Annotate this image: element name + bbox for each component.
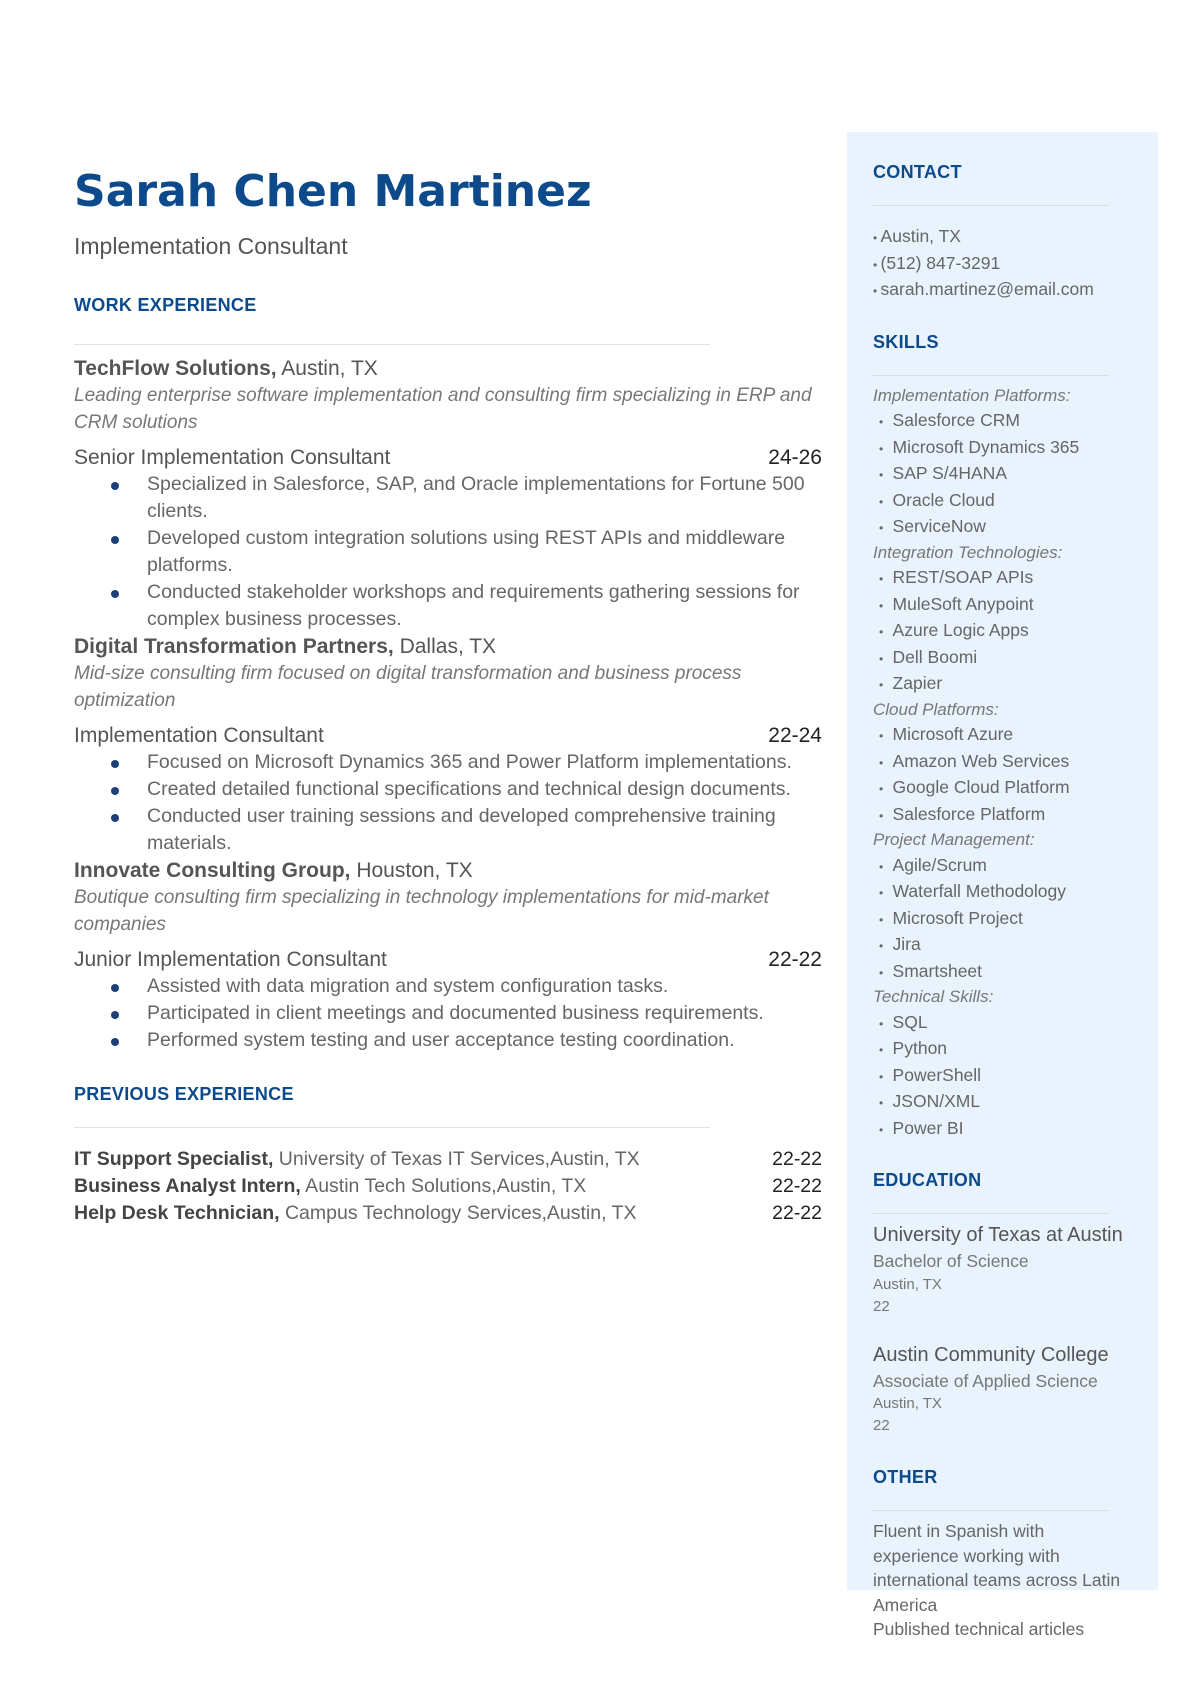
- company-description: Mid-size consulting firm focused on digital transformation and business process optimization: [74, 663, 742, 711]
- skill-item: • Power BI: [873, 1116, 1133, 1143]
- skill-item: • SAP S/4HANA: [873, 461, 1133, 488]
- skill-item: • Jira: [873, 932, 1133, 959]
- previous-role-org: Campus Technology Services,Austin, TX: [279, 1202, 637, 1224]
- skill-item: • Amazon Web Services: [873, 749, 1133, 776]
- role-title: Implementation Consultant: [74, 724, 324, 747]
- other-list: [873, 1519, 1133, 1642]
- education-list: [873, 1222, 1133, 1437]
- other-heading: OTHER: [873, 1467, 938, 1487]
- previous-role-row: [74, 1146, 822, 1173]
- contact-phone: • (512) 847-3291: [873, 251, 1133, 278]
- other-item: Fluent in Spanish with experience working with international teams across Latin America: [873, 1521, 1121, 1615]
- previous-role-row: [74, 1200, 822, 1227]
- section-divider: [873, 1213, 1109, 1214]
- role-date: 24-26: [768, 446, 822, 469]
- role-title: Senior Implementation Consultant: [74, 446, 391, 469]
- job-entry: [74, 857, 822, 1054]
- section-divider: [873, 375, 1109, 376]
- bullet-item: Participated in client meetings and documented business requirements.: [147, 1000, 822, 1027]
- education-degree: Bachelor of Science: [873, 1251, 1029, 1271]
- skill-item: • ServiceNow: [873, 514, 1133, 541]
- previous-experience-heading: PREVIOUS EXPERIENCE: [74, 1084, 294, 1104]
- education-entry: [873, 1342, 1133, 1438]
- work-experience-list: [74, 355, 822, 1054]
- candidate-name: Sarah Chen Martinez: [74, 166, 592, 217]
- job-bullets: [74, 973, 822, 1054]
- section-divider: [873, 1510, 1109, 1511]
- sidebar: [847, 132, 1158, 1639]
- bullet-item: Performed system testing and user acceptance testing coordination.: [147, 1027, 822, 1054]
- skill-item: • Salesforce Platform: [873, 802, 1133, 829]
- work-experience-heading: WORK EXPERIENCE: [74, 295, 257, 315]
- skill-item: • REST/SOAP APIs: [873, 565, 1133, 592]
- skill-item: • MuleSoft Anypoint: [873, 592, 1133, 619]
- previous-role-title: IT Support Specialist,: [74, 1148, 274, 1170]
- contact-location: • Austin, TX: [873, 224, 1133, 251]
- company-line: [74, 633, 822, 660]
- section-divider: [74, 1127, 710, 1128]
- company-line: [74, 857, 822, 884]
- education-location: Austin, TX: [873, 1275, 942, 1293]
- skill-item: • Salesforce CRM: [873, 408, 1133, 435]
- education-school: University of Texas at Austin: [873, 1224, 1123, 1246]
- company-location: Houston, TX: [350, 859, 473, 882]
- job-bullets: [74, 471, 822, 633]
- skills-heading: SKILLS: [873, 331, 939, 352]
- bullet-item: Assisted with data migration and system configuration tasks.: [147, 973, 822, 1000]
- company-line: [74, 355, 822, 382]
- role-title: Junior Implementation Consultant: [74, 948, 387, 971]
- bullet-item: Developed custom integration solutions using REST APIs and middleware platforms.: [147, 525, 822, 579]
- education-school: Austin Community College: [873, 1343, 1109, 1366]
- skill-item: • SQL: [873, 1010, 1133, 1037]
- role-date: 22-22: [768, 948, 822, 971]
- company-name: Digital Transformation Partners,: [74, 635, 394, 658]
- skill-category: Project Management:: [873, 830, 1035, 849]
- job-bullets: [74, 749, 822, 857]
- education-heading: EDUCATION: [873, 1170, 982, 1190]
- education-year: 22: [873, 1417, 890, 1434]
- role-row: [74, 722, 822, 749]
- candidate-title: Implementation Consultant: [74, 233, 348, 259]
- previous-role-date: 22-22: [772, 1202, 822, 1224]
- company-description: Boutique consulting firm specializing in technology implementations for mid-market companies: [74, 887, 769, 935]
- company-name: Innovate Consulting Group,: [74, 859, 351, 882]
- sidebar-content: [873, 132, 1133, 1642]
- role-row: [74, 946, 822, 973]
- job-entry: [74, 355, 822, 633]
- skill-category: Cloud Platforms:: [873, 699, 999, 719]
- education-year: 22: [873, 1297, 890, 1315]
- skill-item: • Microsoft Azure: [873, 722, 1133, 749]
- skill-item: • Agile/Scrum: [873, 853, 1133, 880]
- skill-item: • Google Cloud Platform: [873, 775, 1133, 802]
- section-divider: [74, 344, 710, 345]
- contact-heading: CONTACT: [873, 162, 962, 182]
- contact-list: [873, 224, 1133, 304]
- previous-role-date: 22-22: [772, 1175, 822, 1197]
- role-row: [74, 444, 822, 471]
- skill-item: • Dell Boomi: [873, 645, 1133, 672]
- previous-experience-list: [74, 1146, 822, 1227]
- skill-category: Technical Skills:: [873, 987, 994, 1006]
- previous-role-title: Help Desk Technician,: [74, 1202, 280, 1224]
- skill-category: Integration Technologies:: [873, 542, 1063, 562]
- company-name: TechFlow Solutions,: [74, 357, 277, 380]
- contact-email: • sarah.martinez@email.com: [873, 277, 1133, 304]
- education-location: Austin, TX: [873, 1395, 942, 1412]
- skill-item: • Smartsheet: [873, 959, 1133, 986]
- skill-item: • Microsoft Project: [873, 906, 1133, 933]
- education-entry: [873, 1222, 1133, 1318]
- previous-role-org: University of Texas IT Services,Austin, TX: [273, 1148, 640, 1170]
- previous-role-org: Austin Tech Solutions,Austin, TX: [300, 1175, 587, 1197]
- skill-item: • Oracle Cloud: [873, 488, 1133, 515]
- skill-category: Implementation Platforms:: [873, 385, 1071, 405]
- section-divider: [873, 205, 1109, 206]
- skill-item: • Python: [873, 1036, 1133, 1063]
- previous-role-row: [74, 1173, 822, 1200]
- previous-role-title: Business Analyst Intern,: [74, 1175, 301, 1197]
- company-location: Dallas, TX: [393, 635, 497, 658]
- other-item: Published technical articles: [873, 1619, 1085, 1639]
- skill-item: • Azure Logic Apps: [873, 618, 1133, 645]
- education-degree: Associate of Applied Science: [873, 1370, 1098, 1391]
- role-date: 22-24: [768, 724, 822, 747]
- bullet-item: Specialized in Salesforce, SAP, and Oracle implementations for Fortune 500 clients.: [147, 471, 822, 525]
- skill-item: • Microsoft Dynamics 365: [873, 435, 1133, 462]
- skill-item: • JSON/XML: [873, 1089, 1133, 1116]
- job-entry: [74, 633, 822, 857]
- bullet-item: Conducted stakeholder workshops and requirements gathering sessions for complex business processes.: [147, 579, 822, 633]
- bullet-item: Conducted user training sessions and developed comprehensive training materials.: [147, 803, 822, 857]
- skill-item: • Zapier: [873, 671, 1133, 698]
- skills-list: [873, 384, 1133, 1143]
- bullet-item: Focused on Microsoft Dynamics 365 and Power Platform implementations.: [147, 749, 822, 776]
- company-description: Leading enterprise software implementation and consulting firm specializing in ERP and CRM solutions: [74, 385, 812, 433]
- skill-item: • Waterfall Methodology: [873, 879, 1133, 906]
- bullet-item: Created detailed functional specifications and technical design documents.: [147, 776, 822, 803]
- company-location: Austin, TX: [276, 357, 378, 380]
- previous-role-date: 22-22: [772, 1148, 822, 1170]
- skill-item: • PowerShell: [873, 1063, 1133, 1090]
- main-column: [74, 150, 822, 1227]
